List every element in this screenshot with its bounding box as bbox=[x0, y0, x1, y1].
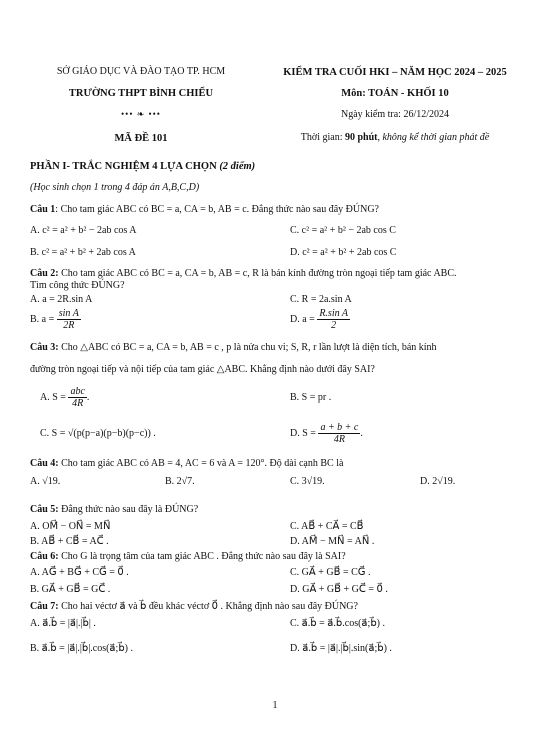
option-prefix: B. a = bbox=[30, 313, 55, 325]
q2-option-a: A. a = 2R.sin A bbox=[30, 294, 93, 305]
fraction bbox=[68, 386, 86, 409]
fraction bbox=[317, 308, 350, 331]
q1-option-b: B. c² = a² + b² + 2ab cos A bbox=[30, 247, 136, 258]
q7-option-c: C. a⃗.b⃗ = a⃗.b⃗.cos(a⃗;b⃗) . bbox=[290, 618, 386, 629]
q5-option-c: C. AB⃗ + CA⃗ = CB⃗ bbox=[290, 521, 364, 532]
question-text: Đẳng thức nào sau đây là ĐÚNG? bbox=[58, 504, 199, 515]
question-text: Cho tam giác ABC có BC = a, CA = b, AB = c, R là bán kính đường tròn ngoại tiếp tam giác ABC. bbox=[58, 268, 457, 279]
numerator: abc bbox=[70, 386, 85, 397]
q3-option-a bbox=[40, 386, 89, 409]
q1-option-a: A. c² = a² + b² − 2ab cos A bbox=[30, 225, 137, 236]
question-4 bbox=[30, 458, 343, 471]
question-text: Cho tam giác ABC có AB = 4, AC = 6 và A = 120°. Độ dài cạnh BC là bbox=[58, 458, 344, 469]
q6-option-c: C. GA⃗ + GB⃗ = CG⃗ . bbox=[290, 567, 371, 578]
q7-option-b: B. a⃗.b⃗ = |a⃗|.|b⃗|.cos(a⃗;b⃗) . bbox=[30, 643, 134, 654]
question-label: Câu 7: bbox=[30, 601, 59, 612]
option-suffix: . bbox=[360, 427, 363, 439]
part1-title-text: PHẦN I- TRẮC NGHIỆM 4 LỰA CHỌN bbox=[30, 161, 217, 172]
q2-option-c: C. R = 2a.sin A bbox=[290, 294, 352, 305]
exam-title: KIỂM TRA CUỐI HKI – NĂM HỌC 2024 – 2025 bbox=[283, 67, 507, 78]
exam-code: MÃ ĐỀ 101 bbox=[114, 133, 168, 144]
option-prefix: D. a = bbox=[290, 313, 315, 325]
denominator: 4R bbox=[333, 434, 345, 445]
question-label: Câu 3: bbox=[30, 342, 59, 353]
page-number: 1 bbox=[272, 700, 278, 711]
option-suffix: . bbox=[86, 391, 90, 403]
question-label: Câu 2: bbox=[30, 268, 59, 279]
part1-title bbox=[30, 160, 255, 173]
question-5 bbox=[30, 504, 198, 517]
q7-option-d: D. a⃗.b⃗ = |a⃗|.|b⃗|.sin(a⃗;b⃗) . bbox=[290, 643, 392, 654]
question-2-line2: Tìm công thức ĐÚNG? bbox=[30, 280, 125, 291]
part1-instruction: (Học sinh chọn 1 trong 4 đáp án A,B,C,D) bbox=[30, 182, 200, 193]
time-prefix: Thời gian: bbox=[300, 132, 345, 143]
question-text: Cho △ABC có BC = a, CA = b, AB = c , p là nửa chu vi; S, R, r lần lượt là diện tích, bán kính bbox=[58, 342, 437, 353]
part1-points: (2 điểm) bbox=[219, 161, 256, 172]
q3-option-b: B. S = pr . bbox=[290, 392, 332, 403]
denominator: 2R bbox=[63, 320, 75, 331]
question-3-line2: đường tròn ngoại tiếp và nội tiếp của tam giác △ABC. Khẳng định nào dưới đây SAI? bbox=[30, 364, 375, 375]
q2-option-d bbox=[290, 308, 350, 331]
q3-option-d bbox=[290, 422, 363, 445]
q5-option-a: A. OM⃗ − ON⃗ = MN⃗ bbox=[30, 521, 111, 532]
q4-option-b: B. 2√7. bbox=[165, 476, 195, 487]
question-3 bbox=[30, 342, 437, 355]
subject bbox=[260, 87, 530, 100]
option-prefix: D. S = bbox=[290, 427, 316, 439]
time-note: , không kể thời gian phát đề bbox=[377, 132, 490, 143]
numerator: a + b + c bbox=[320, 422, 359, 433]
question-text: Cho G là trọng tâm của tam giác ABC . Đẳng thức nào sau đây là SAI? bbox=[58, 551, 346, 562]
q4-option-a: A. √19. bbox=[30, 476, 61, 487]
numerator: R.sin A bbox=[319, 308, 349, 319]
q4-option-c: C. 3√19. bbox=[290, 476, 325, 487]
q6-option-d: D. GA⃗ + GB⃗ + GC⃗ = 0⃗ . bbox=[290, 584, 388, 595]
option-prefix: A. S = bbox=[40, 391, 66, 403]
question-text: : Cho tam giác ABC có BC = a, CA = b, AB = c. Đẳng thức nào sau đây ĐÚNG? bbox=[55, 204, 379, 215]
fraction bbox=[318, 422, 360, 445]
question-1 bbox=[30, 204, 379, 217]
question-label: Câu 4: bbox=[30, 458, 59, 469]
question-7 bbox=[30, 601, 358, 614]
fraction bbox=[57, 308, 81, 331]
question-text: Cho hai véctơ a⃗ và b⃗ đều khác véctơ 0⃗ . Khẳng định nào sau đây ĐÚNG? bbox=[58, 601, 358, 612]
ornament-icon: ••• ❧ ••• bbox=[121, 109, 161, 119]
school-name: TRƯỜNG THPT BÌNH CHIỂU bbox=[68, 88, 214, 99]
question-label: Câu 6: bbox=[30, 551, 59, 562]
q2-option-b bbox=[30, 308, 81, 331]
time-value: 90 phút bbox=[344, 132, 378, 143]
q7-option-a: A. a⃗.b⃗ = |a⃗|.|b⃗| . bbox=[30, 618, 96, 629]
q5-option-d: D. AM⃗ − MN⃗ = AN⃗ . bbox=[290, 536, 375, 547]
question-6 bbox=[30, 551, 346, 564]
department-name: SỞ GIÁO DỤC VÀ ĐÀO TẠO TP. HCM bbox=[56, 66, 226, 77]
question-2 bbox=[30, 268, 457, 281]
q1-option-d: D. c² = a² + b² + 2ab cos C bbox=[290, 247, 397, 258]
q5-option-b: B. AB⃗ + CB⃗ = AC⃗ . bbox=[30, 536, 109, 547]
numerator: sin A bbox=[58, 308, 79, 319]
q4-option-d: D. 2√19. bbox=[420, 476, 456, 487]
exam-date: Ngày kiểm tra: 26/12/2024 bbox=[340, 109, 450, 120]
q1-option-c: C. c² = a² + b² − 2ab cos C bbox=[290, 225, 396, 236]
question-label: Câu 1 bbox=[30, 204, 56, 215]
denominator: 2 bbox=[331, 320, 337, 331]
subject-text: Môn: TOÁN - KHỐI 10 bbox=[341, 88, 449, 99]
q3-option-c: C. S = √(p(p−a)(p−b)(p−c)) . bbox=[40, 428, 156, 439]
exam-time bbox=[260, 132, 530, 145]
q6-option-a: A. AG⃗ + BG⃗ + CG⃗ = 0⃗ . bbox=[30, 567, 129, 578]
question-label: Câu 5: bbox=[30, 504, 59, 515]
denominator: 4R bbox=[72, 398, 84, 409]
q6-option-b: B. GA⃗ + GB⃗ = GC⃗ . bbox=[30, 584, 111, 595]
